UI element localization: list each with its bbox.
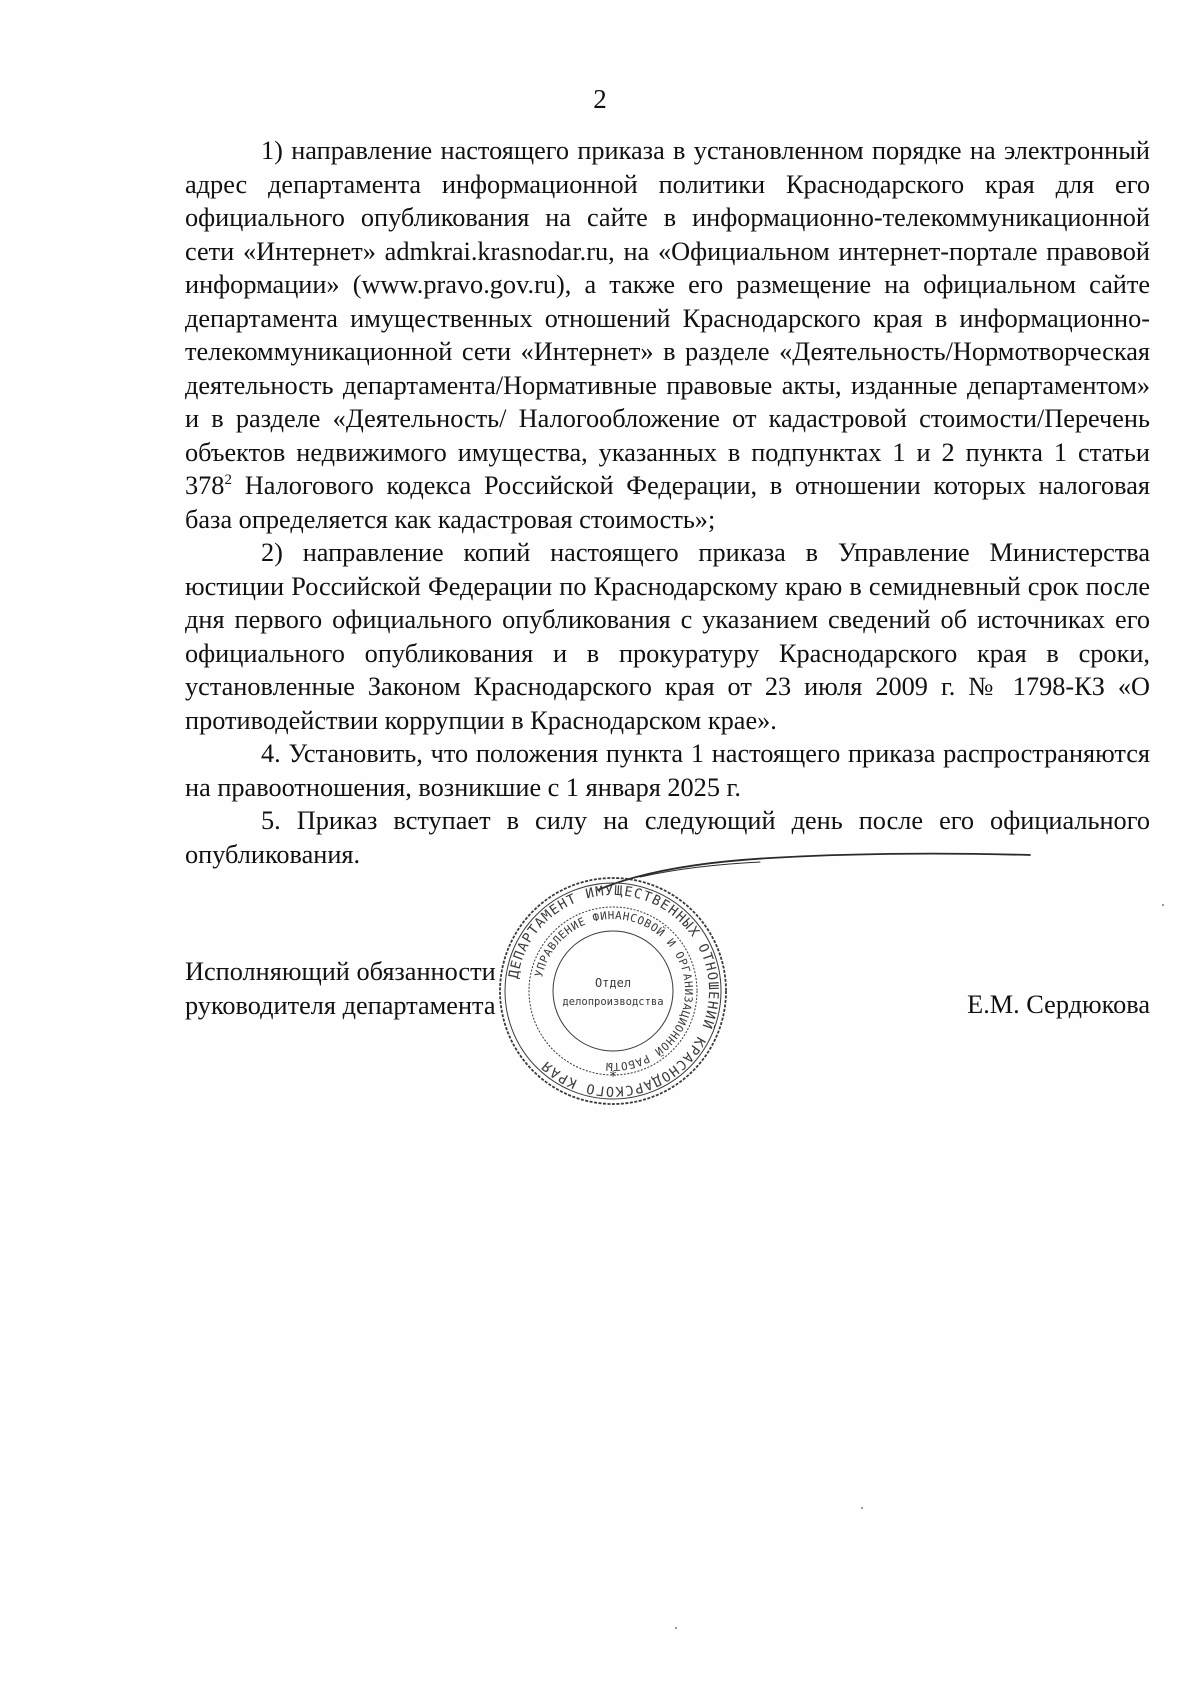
official-seal-icon (495, 873, 731, 1109)
seal-star: * (609, 1069, 617, 1085)
seal-center-line-2: делопроизводства (562, 996, 664, 1008)
document-body (185, 134, 1150, 871)
page-number: 2 (593, 84, 607, 114)
paragraph-item-2: 2) направление копий настоящего приказа в Управление Министерства юстиции Российской Федерации по Краснодарскому краю в семидневный срок после дня первого официального опубликования с указанием сведений об источниках его официального опубликования и в прокуратуру Краснодарского края в сроки, установленные Законом Краснодарского края от 23 июля 2009 г. № 1798-КЗ «О противодействии коррупции в Краснодарском крае». (185, 538, 1150, 735)
superscript-article-index: 2 (224, 472, 232, 489)
signatory-position (185, 955, 496, 1022)
signatory-position-line-2: руководителя департамента (185, 990, 496, 1020)
signatory-position-line-1: Исполняющий обязанности (185, 957, 496, 986)
seal-inner-text: УПРАВЛЕНИЕ ФИНАНСОВОЙ И ОРГАНИЗАЦИОННОЙ РАБОТЫ (532, 908, 696, 1074)
signatory-name: Е.М. Сердюкова (967, 990, 1150, 1019)
paragraph-clause-4: 4. Установить, что положения пункта 1 настоящего приказа распространяются на правоотношения, возникшие с 1 января 2025 г. (185, 739, 1150, 802)
paragraph-clause-5: 5. Приказ вступает в силу на следующий день после его официального опубликования. (185, 806, 1150, 869)
paragraph-item-1-tail: Налогового кодекса Российской Федерации, в отношении которых налоговая база определяется как кадастровая стоимость»; (185, 471, 1150, 534)
paragraph-item-1-text: 1) направление настоящего приказа в установленном порядке на электронный адрес департамента информационной политики Краснодарского края для его официального опубликования на сайте в информационно-телекоммуникационной сети «Интернет» admkrai.krasnodar.ru, на «Официальном интернет-портале правовой информации» (www.pravo.gov.ru), а также его размещение на официальном сайте департамента имущественных отношений Краснодарского края в информационно-телекоммуникационной сети «Интернет» в разделе «Деятельность/Нормотворческая деятельность департамента/Нормативные правовые акты, изданные департаментом» и в разделе «Деятельность/ Налогообложение от кадастровой стоимости/Перечень объектов недвижимого имущества, указанных в подпунктах 1 и 2 пункта 1 статьи 378 (185, 136, 1150, 500)
seal-outer-text: ДЕПАРТАМЕНТ ИМУЩЕСТВЕННЫХ ОТНОШЕНИЙ КРАСНОДАРСКОГО КРАЯ (505, 882, 722, 1100)
seal-center-line-1: Отдел (594, 976, 632, 990)
svg-text:УПРАВЛЕНИЕ ФИНАНСОВОЙ И ОРГАНИ (532, 909, 695, 1073)
paragraph-item-1 (185, 134, 1150, 536)
